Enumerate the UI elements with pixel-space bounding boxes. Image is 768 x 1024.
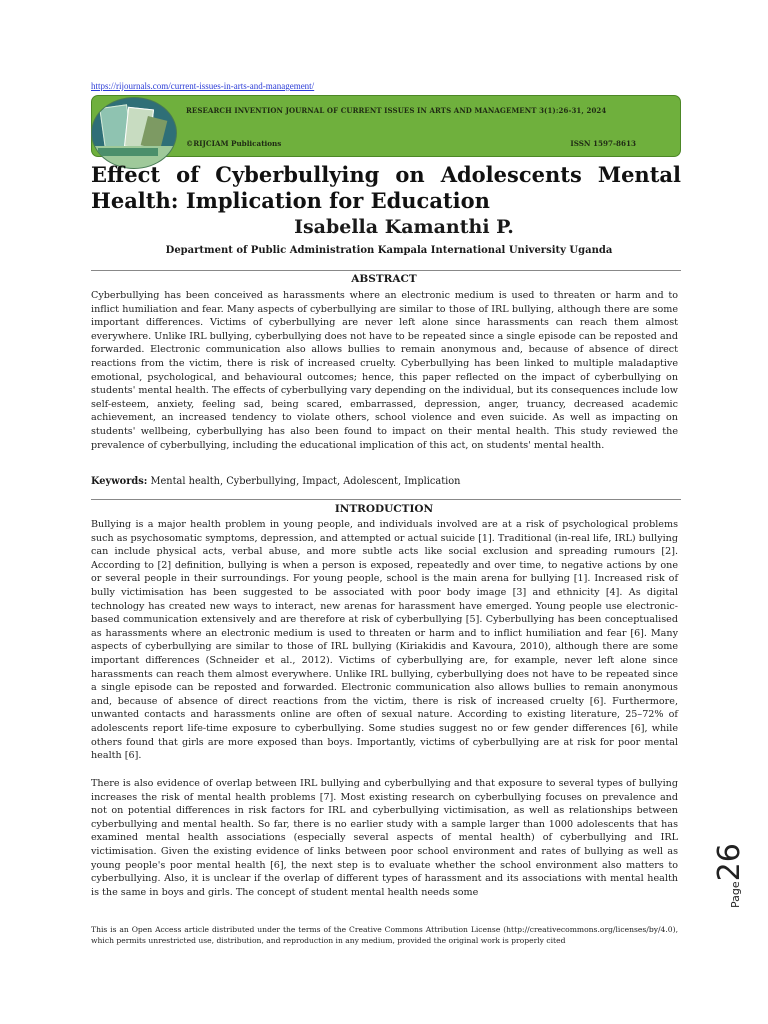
journal-banner [91, 95, 681, 157]
publisher-label: ©RIJCIAM Publications [186, 139, 282, 148]
section-divider [91, 499, 681, 500]
journal-name: RESEARCH INVENTION JOURNAL OF CURRENT ISSUES IN ARTS AND MANAGEMENT 3(1):26-31, 2024 [186, 106, 607, 115]
introduction-paragraph-1: Bullying is a major health problem in young people, and individuals involved are at a risk of psychological problems such as psychosomatic symptoms, depression, and attempted or actual suicide [1]. Traditional (in-real life, IRL) bullying can include physical acts, verbal abuse, and more subtle acts like social exclusion and spreading rumours [2]. According to [2] definition, bullying is when a person is exposed, repeatedly and over time, to negative actions by one or several people in their surroundings. For young people, school is the main arena for bullying [1]. Increased risk of bully victimisation has been suggested to be associated with poor body image [3] and ethnicity [4]. As digital technology has created new ways to interact, new arenas for harassment have emerged. Young people use electronic-based communication extensively and are therefore at risk of cyberbullying [5]. Cyberbullying has been conceptualised as harassments where an electronic medium is used to threaten or harm and to inflict humiliation and fear [6]. Many aspects of cyberbullying are similar to those of IRL bullying (Kiriakidis and Kavoura, 2010), although there are some important differences (Schneider et al., 2012). Victims of cyberbullying are, for example, never left alone since harassments can reach them almost everywhere. Unlike IRL bullying, cyberbullying does not have to be repeated since a single episode can be reposted and forwarded. Electronic communication also allows bullies to remain anonymous and, because of absence of direct reactions from the victim, there is risk of increased cruelty [6]. Furthermore, unwanted contacts and harassments online are often of sexual nature. According to existing literature, 25–72% of adolescents report life-time exposure to cyberbullying. Some studies suggest no or few gender differences [6], while others found that girls are more exposed than boys. Importantly, victims of cyberbullying are at risk for poor mental health [6]. [91, 519, 678, 762]
article-title: Effect of Cyberbullying on Adolescents Mental Health: Implication for Education [91, 162, 681, 213]
abstract-heading: ABSTRACT [351, 273, 417, 285]
page-label-text: Page [729, 881, 742, 908]
section-divider [91, 270, 681, 271]
keywords-list: Mental health, Cyberbullying, Impact, Adolescent, Implication [150, 476, 461, 487]
author-affiliation: Department of Public Administration Kampala International University Uganda [165, 245, 613, 256]
issn-label: ISSN 1597-8613 [570, 139, 636, 148]
journal-url-link[interactable]: https://rijournals.com/current-issues-in-arts-and-management/ [91, 81, 315, 91]
journal-logo-image [91, 97, 177, 169]
introduction-heading: INTRODUCTION [334, 503, 434, 515]
license-footer: This is an Open Access article distributed under the terms of the Creative Commons Attribution License (http://creativecommons.org/licenses/by/4.0), which permits unrestricted use, distribution, and reproduction in any medium, provided the original work is properly cited [91, 925, 678, 945]
introduction-paragraph-2: There is also evidence of overlap between IRL bullying and cyberbullying and that exposure to several types of bullying increases the risk of mental health problems [7]. Most existing research on cyberbullying focuses on prevalence and not on potential differences in risk factors for IRL and cyberbullying victimisation, as well as relationships between cyberbullying and mental health. So far, there is no earlier study with a sample larger than 1000 adolescents that has examined mental health associations (especially several aspects of mental health) of cyberbullying and IRL victimisation. Given the existing evidence of links between poor school environment and rates of bullying as well as young people's poor mental health [6], the next step is to evaluate whether the school environment also matters to cyberbullying. Also, it is unclear if the overlap of different types of harassment and its associations with mental health is the same in boys and girls. The concept of student mental health needs some [91, 778, 678, 898]
abstract-text: Cyberbullying has been conceived as harassments where an electronic medium is used to threaten or harm and to inflict humiliation and fear. Many aspects of cyberbullying are similar to those of IRL bullying, although there are some important differences. Victims of cyberbullying are never left alone since harassments can reach them almost everywhere. Unlike IRL bullying, cyberbullying does not have to be repeated since a single episode can be reposted and forwarded. Electronic communication also allows bullies to remain anonymous and, because of absence of direct reactions from the victim, there is risk of increased cruelty. Cyberbullying has been linked to multiple maladaptive emotional, psychological, and behavioural outcomes; hence, this paper reflected on the impact of cyberbullying on students' mental health. The effects of cyberbullying vary depending on the individual, but its consequences include low self-esteem, anxiety, feeling sad, being scared, embarrassed, depression, anger, truancy, decreased academic achievement, an increased tendency to violate others, school violence and even suicide. As well as impacting on students' wellbeing, cyberbullying has also been found to impact on their mental health. This study reviewed the prevalence of cyberbullying, including the educational implication of this act, on students' mental health. [91, 290, 678, 451]
keywords-line [91, 476, 678, 487]
author-name: Isabella Kamanthi P. [294, 216, 514, 238]
page-number [712, 843, 747, 908]
page-number-value: 26 [712, 843, 747, 882]
keywords-label: Keywords: [91, 476, 148, 487]
